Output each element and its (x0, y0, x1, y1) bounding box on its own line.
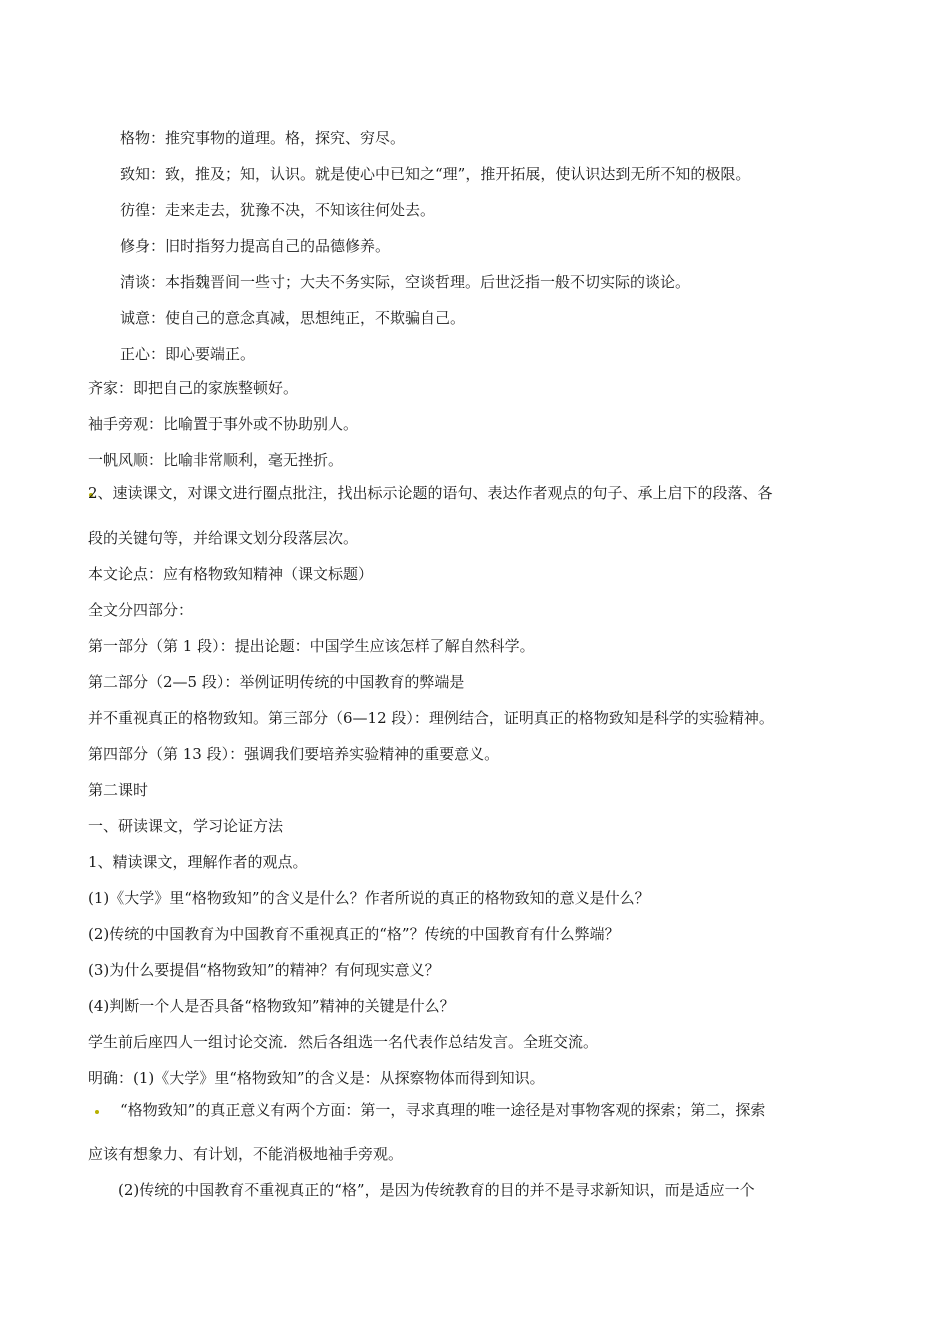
section-1-heading: 一、研读课文，学习论证方法 (88, 817, 284, 835)
lesson-2-heading: 第二课时 (88, 781, 149, 799)
task-2-line-2: 段的关键句等，并给课文划分段落层次。 (88, 529, 359, 547)
question-3: (3)为什么要提倡“格物致知”的精神？有何现实意义？ (88, 961, 440, 979)
thesis: 本文论点：应有格物致知精神（课文标题） (88, 565, 374, 583)
part-2: 第二部分（2—5 段）：举例证明传统的中国教育的弊端是 (88, 673, 465, 691)
task-2-line-1: 2、速读课文，对课文进行圈点批注，找出标示论题的语句、表达作者观点的句子、承上启下的段落、各 (88, 484, 773, 502)
definition-qijia: 齐家：即把自己的家族整顿好。 (88, 379, 299, 397)
task-1: 1、精读课文，理解作者的观点。 (88, 853, 308, 871)
answer-1-meaning-line-1: “格物致知”的真正意义有两个方面：第一，寻求真理的唯一途径是对事物客观的探索；第二，探索 (120, 1101, 766, 1119)
definition-xiushen: 修身：旧时指努力提高自己的品德修养。 (120, 237, 391, 255)
answer-1-meaning-line-2: 应该有想象力、有计划，不能消极地袖手旁观。 (88, 1145, 404, 1163)
question-4: (4)判断一个人是否具备“格物致知”精神的关键是什么？ (88, 997, 455, 1015)
answer-1: 明确：(1)《大学》里“格物致知”的含义是：从探察物体而得到知识。 (88, 1069, 545, 1087)
definition-gewu: 格物：推究事物的道理。格，探究、穷尽。 (120, 129, 406, 147)
definition-chengyi: 诚意：使自己的意念真减，思想纯正，不欺骗自己。 (120, 309, 466, 327)
definition-qingtan: 清谈：本指魏晋间一些寸；大夫不务实际，空谈哲理。后世泛指一般不切实际的谈论。 (120, 273, 691, 291)
question-2: (2)传统的中国教育为中国教育不重视真正的“格”？传统的中国教育有什么弊端？ (88, 925, 620, 943)
question-1: (1)《大学》里“格物致知”的含义是什么？作者所说的真正的格物致知的意义是什么？ (88, 889, 650, 907)
definition-zhizhi: 致知：致，推及；知，认识。就是使心中已知之“理”，推开拓展，使认识达到无所不知的极限。 (120, 165, 751, 183)
answer-2: (2)传统的中国教育不重视真正的“格”，是因为传统教育的目的并不是寻求新知识，而是适应一个 (118, 1181, 755, 1199)
definition-panghuang: 彷徨：走来走去，犹豫不决，不知该往何处去。 (120, 201, 436, 219)
part-1: 第一部分（第 1 段）：提出论题：中国学生应该怎样了解自然科学。 (88, 637, 535, 655)
structure-heading: 全文分四部分： (88, 601, 194, 619)
margin-dot (95, 1110, 99, 1114)
definition-yifan: 一帆风顺：比喻非常顺利，毫无挫折。 (88, 451, 344, 469)
definition-zhengxin: 正心：即心要端正。 (120, 345, 256, 363)
definition-xiushou: 袖手旁观：比喻置于事外或不协助别人。 (88, 415, 359, 433)
part-2-cont-part-3: 并不重视真正的格物致知。第三部分（6—12 段）：理例结合，证明真正的格物致知是科学的实验精神。 (88, 709, 774, 727)
discussion-instruction: 学生前后座四人一组讨论交流．然后各组选一名代表作总结发言。全班交流。 (88, 1033, 599, 1051)
part-4: 第四部分（第 13 段）：强调我们要培养实验精神的重要意义。 (88, 745, 500, 763)
